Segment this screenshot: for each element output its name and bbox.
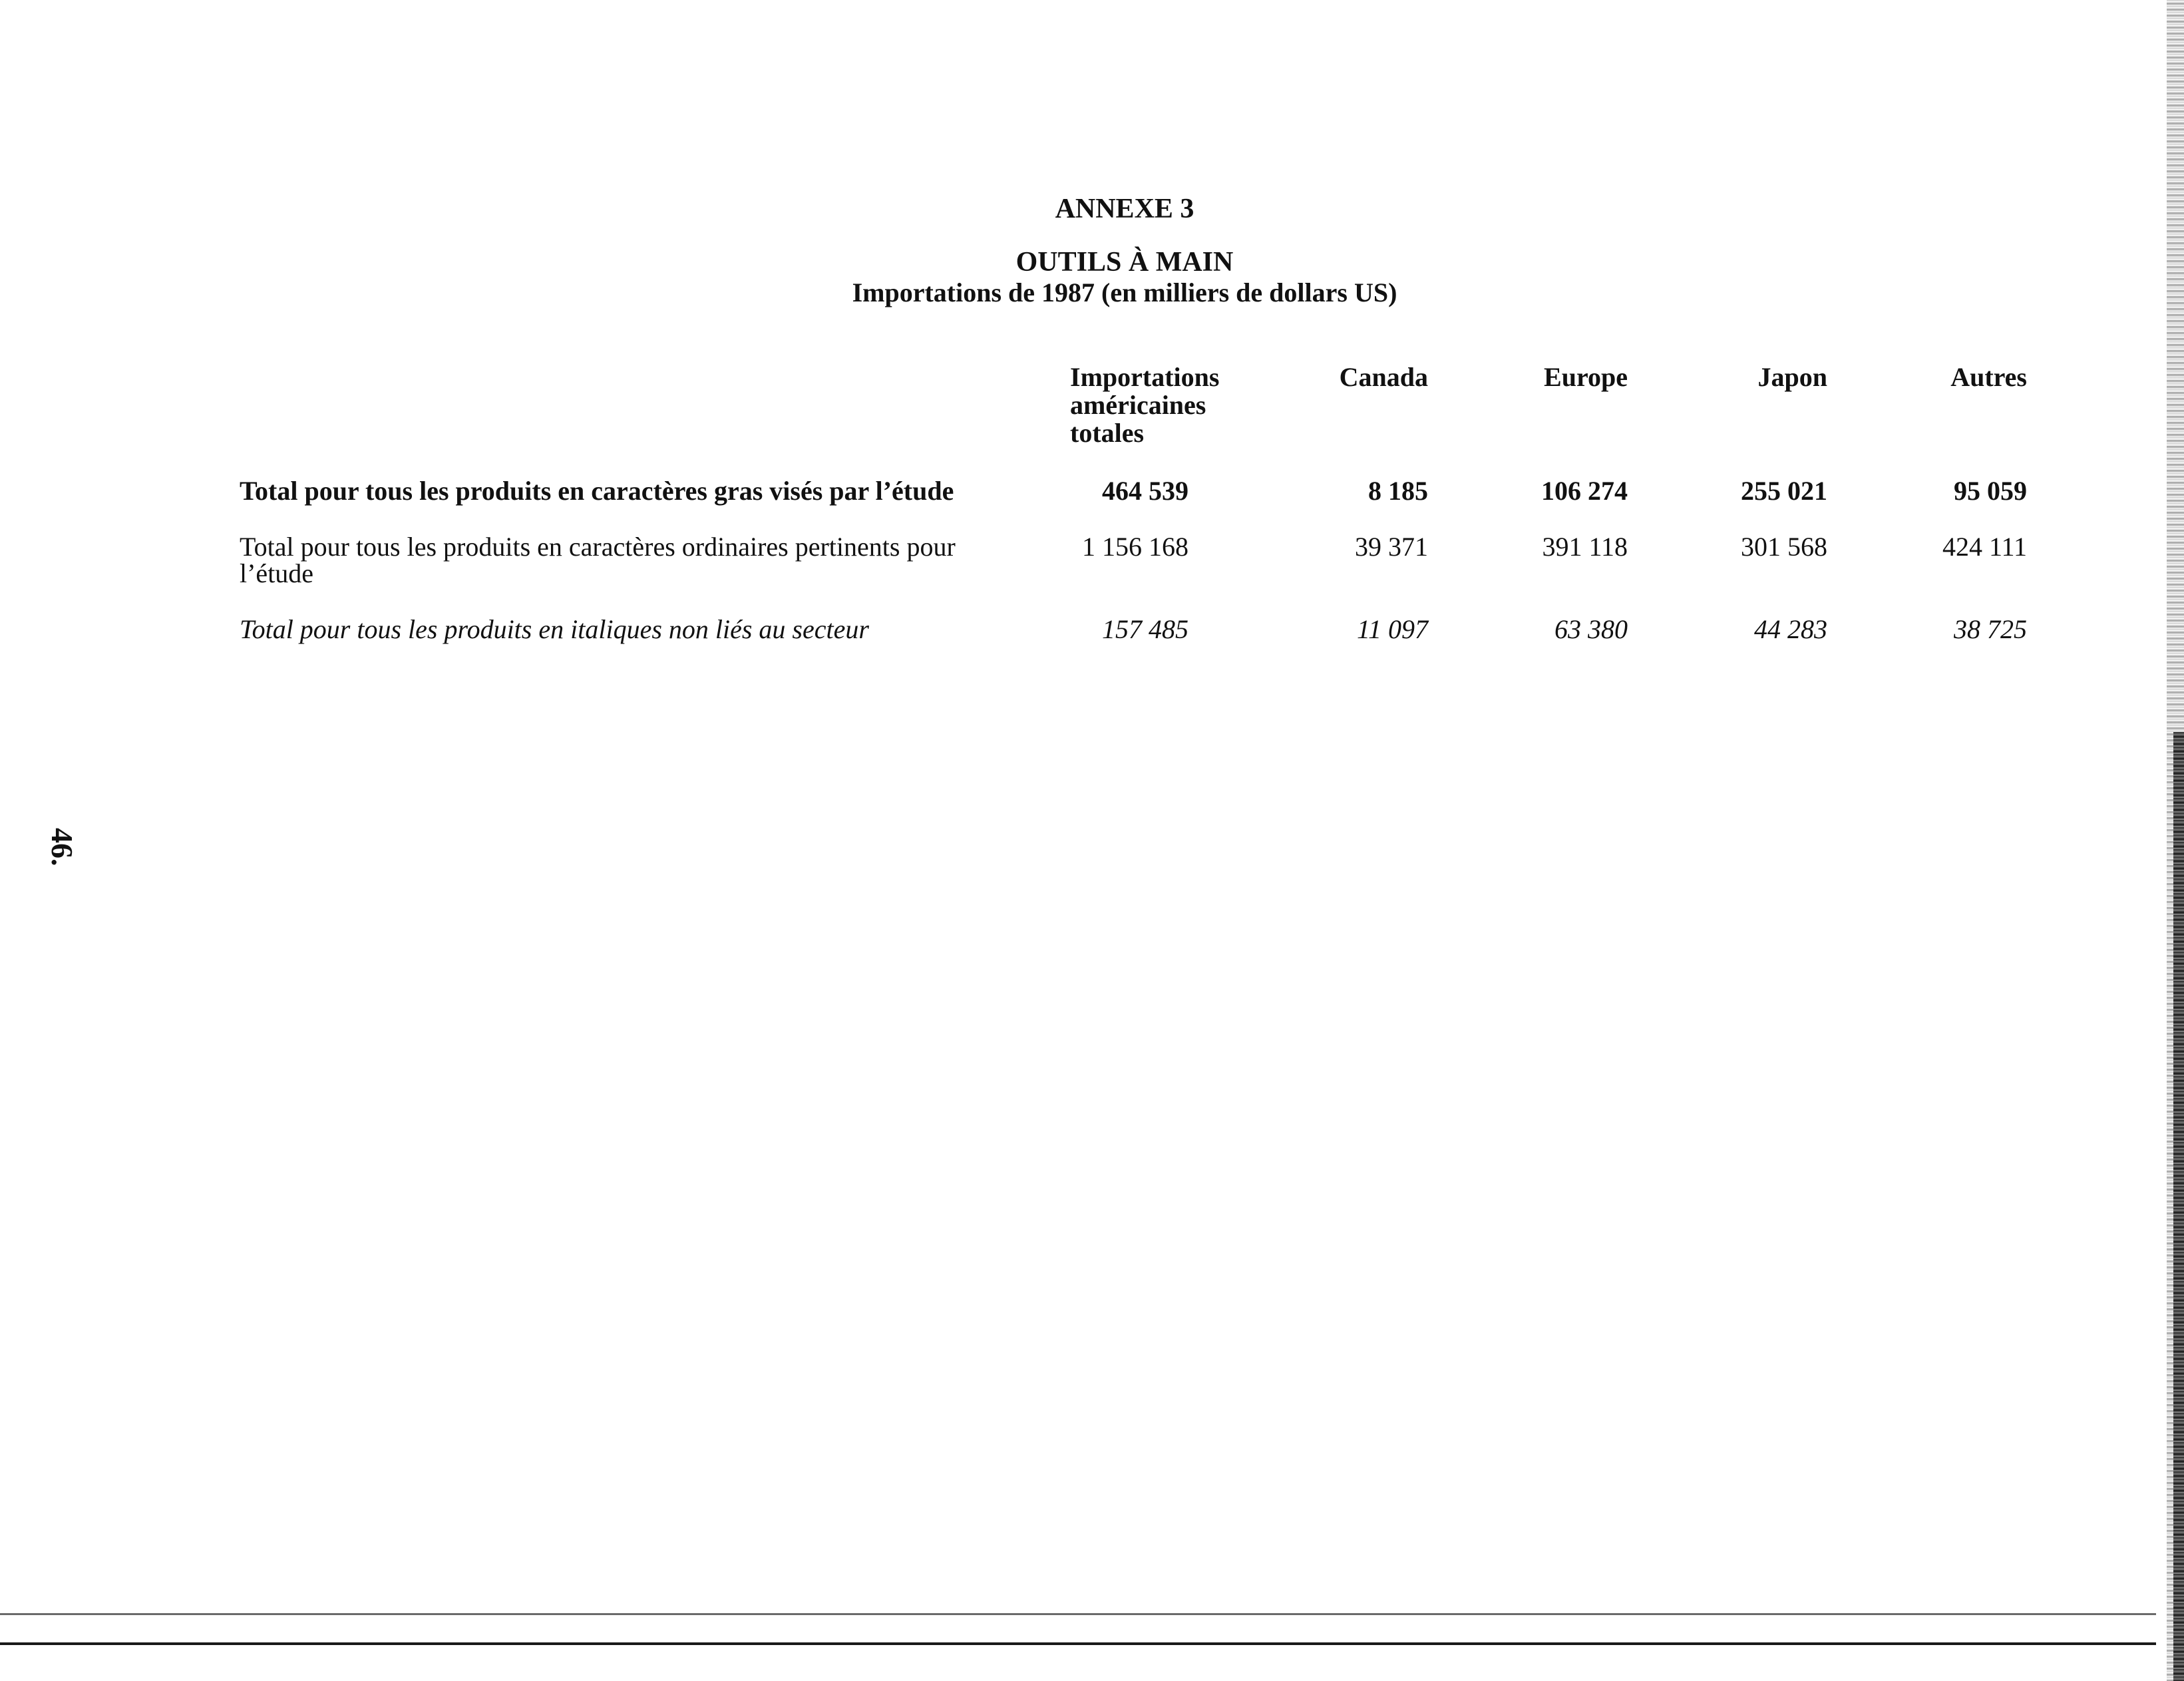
column-header-line: américaines <box>1070 390 1206 420</box>
column-header-japon: Japon <box>1757 362 1827 392</box>
page-title: OUTILS À MAIN <box>1015 247 1234 278</box>
cell-total: 1 156 168 <box>1082 532 1188 562</box>
cell-europe: 391 118 <box>1542 532 1628 562</box>
column-header-line: Importations <box>1070 362 1220 392</box>
cell-japon: 255 021 <box>1741 476 1827 506</box>
column-header-europe: Europe <box>1544 362 1628 392</box>
bottom-rule <box>0 1642 2156 1645</box>
page-subtitle: Importations de 1987 (en milliers de dollars US) <box>852 278 1397 307</box>
cell-japon: 301 568 <box>1741 532 1827 562</box>
annex-title: ANNEXE 3 <box>1055 194 1194 224</box>
page-number: 46. <box>45 828 79 866</box>
column-header-autres: Autres <box>1950 362 2027 392</box>
cell-total: 464 539 <box>1102 476 1188 506</box>
cell-autres: 95 059 <box>1954 476 2027 506</box>
cell-canada: 11 097 <box>1356 614 1428 644</box>
row-label-line: l’étude <box>240 558 314 588</box>
cell-canada: 39 371 <box>1355 532 1428 562</box>
row-label: Total pour tous les produits en italiques non liés au secteur <box>240 614 869 644</box>
cell-europe: 63 380 <box>1554 614 1628 644</box>
cell-canada: 8 185 <box>1368 476 1428 506</box>
row-label: Total pour tous les produits en caractères gras visés par l’étude <box>240 476 954 506</box>
cell-japon: 44 283 <box>1754 614 1827 644</box>
row-label-line: Total pour tous les produits en caractères ordinaires pertinents pour <box>240 532 956 562</box>
column-header-canada: Canada <box>1339 362 1428 392</box>
scan-edge-dark <box>2173 732 2184 1681</box>
cell-autres: 38 725 <box>1954 614 2027 644</box>
row-label <box>240 534 998 587</box>
column-header-line: totales <box>1070 418 1145 448</box>
bottom-rule <box>0 1613 2156 1615</box>
cell-europe: 106 274 <box>1541 476 1628 506</box>
cell-total: 157 485 <box>1102 614 1188 644</box>
cell-autres: 424 111 <box>1942 532 2027 562</box>
